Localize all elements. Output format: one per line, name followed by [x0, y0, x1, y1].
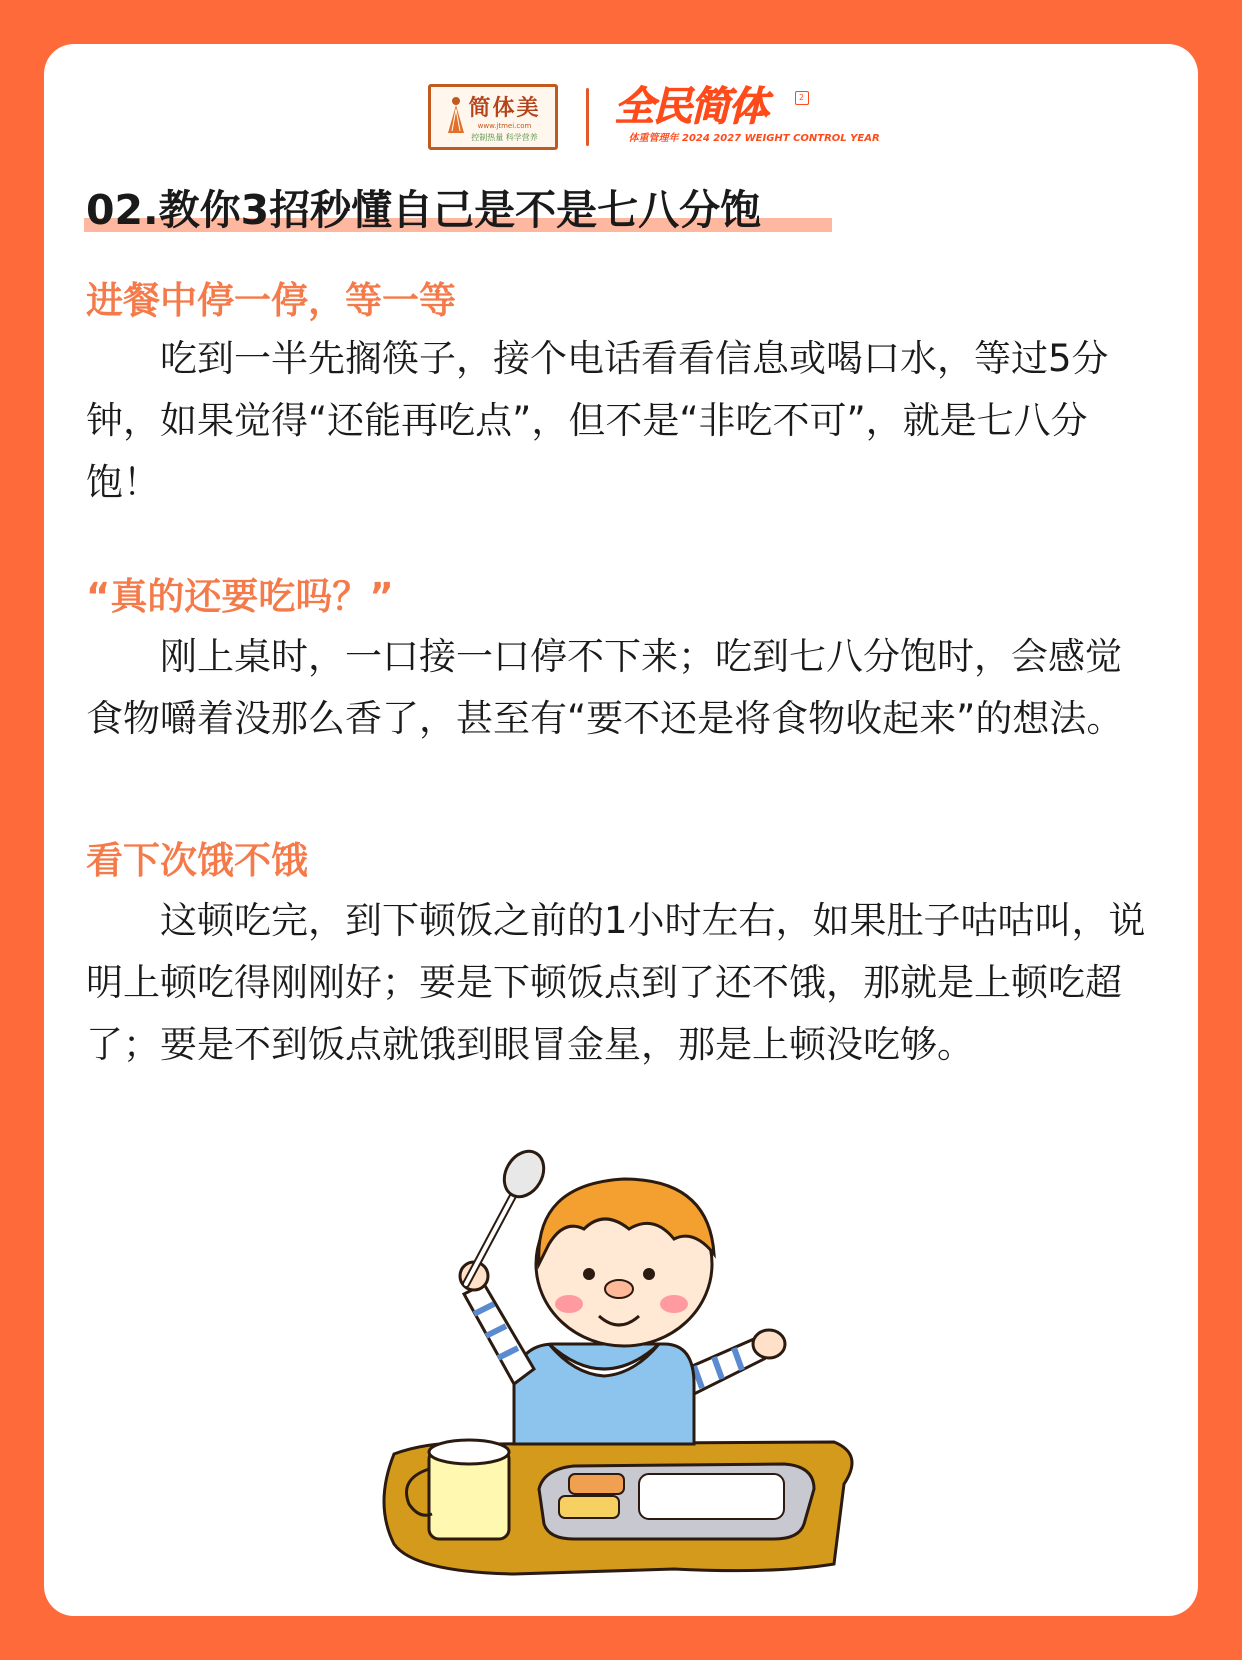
campaign-brand-logo — [614, 84, 880, 149]
title-block — [86, 184, 761, 236]
page-title: 02.教你3招秒懂自己是不是七八分饱 — [86, 186, 762, 234]
child-eating-illustration — [374, 1144, 874, 1584]
section-body-pause: 吃到一半先搁筷子，接个电话看看信息或喝口水，等过5分钟，如果觉得“还能再吃点”，但不是“非吃不可”，就是七八分饱！ — [86, 337, 1109, 504]
dress-emblem-icon — [445, 95, 467, 135]
section-body-next-meal: 这顿吃完，到下顿饭之前的1小时左右，如果肚子咕咕叫，说明上顿吃得刚刚好；要是下顿饭点到了还不饿，那就是上顿吃超了；要是不到饭点就饿到眼冒金星，那是上顿没吃够。 — [86, 899, 1146, 1066]
content-card — [44, 44, 1198, 1616]
brand-title: 全民简体 — [614, 84, 767, 130]
brand-badge: 2 — [795, 91, 809, 105]
section-heading-really-eat: “真的还要吃吗？” — [86, 575, 394, 618]
section-heading-next-meal: 看下次饿不饿 — [86, 839, 308, 882]
brand-subtitle: 体重管理年 2024 2027 WEIGHT CONTROL YEAR — [628, 133, 880, 144]
section-body-really-eat: 刚上桌时，一口接一口停不下来；吃到七八分饱时，会感觉食物嚼着没那么香了，甚至有“要不还是将食物收起来”的想法。 — [86, 635, 1124, 740]
logo-tagline: 控制热量 科学营养 — [471, 133, 538, 142]
logo-url: www.jtmei.com — [477, 122, 532, 130]
header — [44, 82, 1198, 152]
logo-name: 简体美 — [468, 95, 541, 121]
header-divider — [586, 88, 589, 146]
section-heading-pause: 进餐中停一停，等一等 — [86, 279, 456, 322]
jiantimei-logo — [428, 84, 558, 150]
